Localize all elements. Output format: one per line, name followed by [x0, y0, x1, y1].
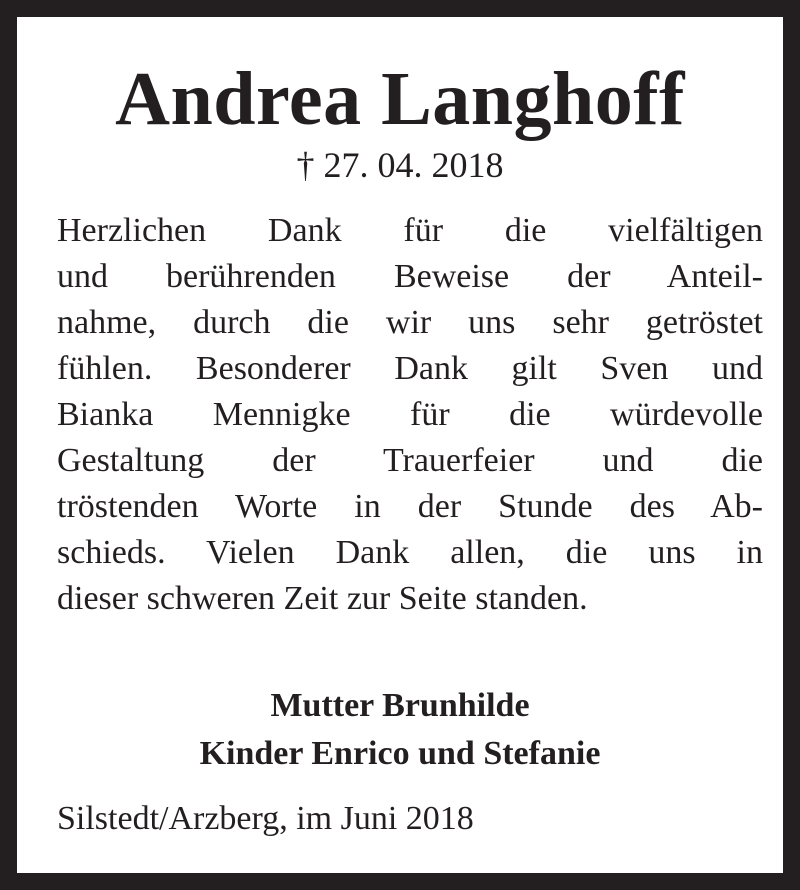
signature-line: Kinder Enrico und Stefanie	[199, 735, 601, 772]
text-line: Bianka Mennigke für die würdevolle	[57, 396, 763, 433]
text-line: Herzlichen Dank für die vielfältigen	[57, 212, 763, 249]
place-and-date: Silstedt/Arzberg, im Juni 2018	[57, 800, 474, 837]
thank-you-text	[57, 208, 763, 622]
death-date: † 27. 04. 2018	[296, 145, 504, 185]
text-line: schieds. Vielen Dank allen, die uns in	[57, 534, 763, 571]
text-line: tröstenden Worte in der Stunde des Ab-	[57, 488, 763, 525]
deceased-name: Andrea Langhoff	[115, 57, 685, 141]
text-line: fühlen. Besonderer Dank gilt Sven und	[57, 350, 763, 387]
signature-line: Mutter Brunhilde	[270, 687, 530, 724]
text-line: und berührenden Beweise der Anteil-	[57, 258, 763, 295]
mourners-signature	[17, 682, 783, 778]
text-line: Gestaltung der Trauerfeier und die	[57, 442, 763, 479]
text-line: dieser schweren Zeit zur Seite standen.	[57, 580, 588, 617]
text-line: nahme, durch die wir uns sehr getröstet	[57, 304, 763, 341]
